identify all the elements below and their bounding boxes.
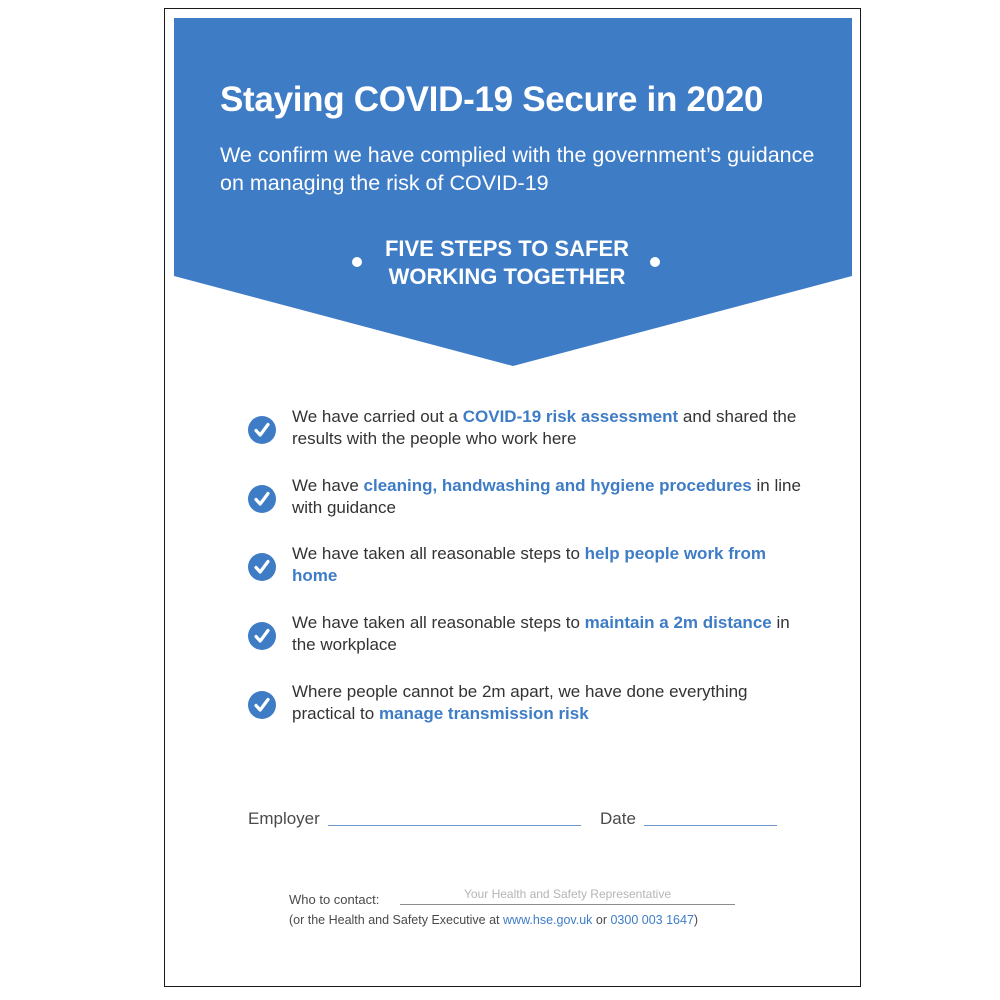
hse-website-link[interactable]: www.hse.gov.uk: [503, 913, 593, 927]
contact-label: Who to contact:: [289, 892, 380, 907]
bullet-dot-icon: [650, 257, 660, 267]
steps-heading-line-2: WORKING TOGETHER: [388, 264, 626, 289]
step-highlight: help people work from home: [292, 544, 767, 585]
step-highlight: cleaning, handwashing and hygiene procedures: [363, 476, 752, 495]
checkmark-icon: [248, 622, 276, 650]
step-item: [246, 406, 806, 454]
hse-phone-link[interactable]: 0300 003 1647: [610, 913, 694, 927]
step-item: [246, 543, 806, 591]
page-title: Staying COVID-19 Secure in 2020: [220, 80, 764, 119]
contact-placeholder: Your Health and Safety Representative: [463, 887, 672, 901]
step-highlight: manage transmission risk: [378, 704, 589, 723]
date-label: Date: [600, 809, 636, 828]
bullet-dot-icon: [352, 257, 362, 267]
step-text: We have cleaning, handwashing and hygiene procedures in line with guidance: [292, 476, 801, 517]
employer-signature-line[interactable]: [328, 825, 581, 826]
contact-note: (or the Health and Safety Executive at www.hse.gov.uk or 0300 003 1647): [289, 913, 699, 927]
step-text: We have taken all reasonable steps to maintain a 2m distance in the workplace: [292, 613, 790, 654]
contact-line[interactable]: [400, 904, 735, 905]
step-item: [246, 612, 806, 660]
checkmark-icon: [248, 485, 276, 513]
checkmark-icon: [248, 553, 276, 581]
step-item: [246, 475, 806, 523]
employer-label: Employer: [248, 809, 320, 828]
checkmark-icon: [248, 691, 276, 719]
checkmark-icon: [248, 416, 276, 444]
step-highlight: maintain a 2m distance: [584, 613, 772, 632]
steps-heading: [346, 235, 668, 291]
steps-heading-line-1: FIVE STEPS TO SAFER: [384, 236, 630, 261]
step-text: We have carried out a COVID-19 risk assessment and shared the results with the people who work here: [292, 407, 797, 448]
step-highlight: COVID-19 risk assessment: [462, 407, 679, 426]
step-text: We have taken all reasonable steps to help people work from home: [292, 544, 767, 585]
step-text: Where people cannot be 2m apart, we have done everything practical to manage transmission risk: [292, 682, 748, 723]
page-subtitle: We confirm we have complied with the government’s guidance on managing the risk of COVID-19: [220, 143, 815, 195]
step-item: [246, 681, 806, 729]
date-signature-line[interactable]: [644, 825, 777, 826]
